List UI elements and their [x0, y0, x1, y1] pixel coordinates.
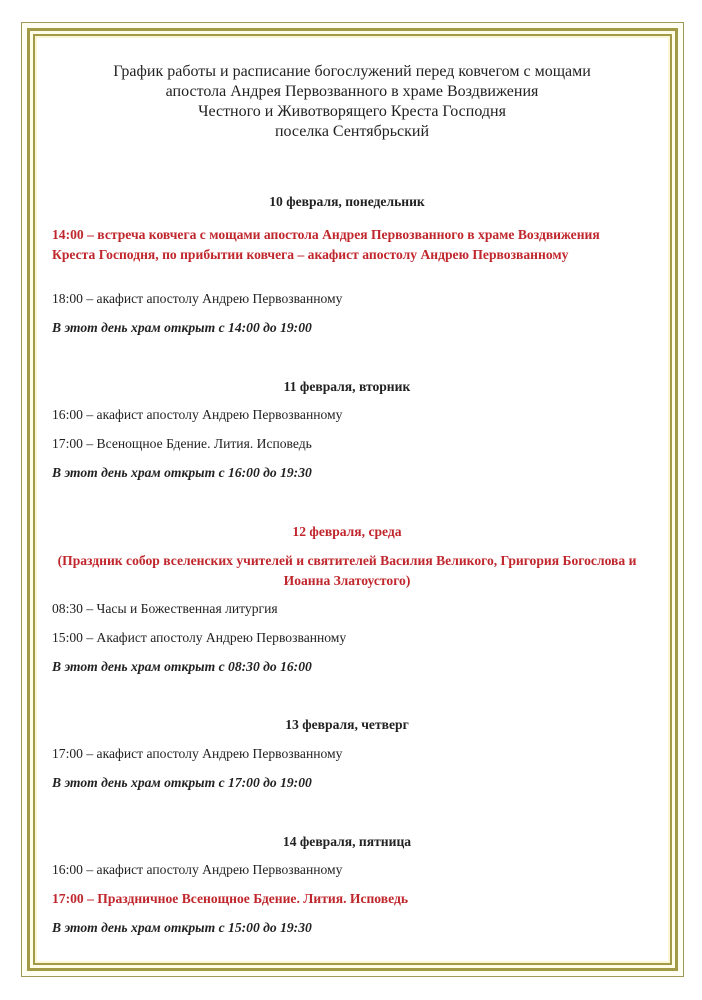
title-line: апостола Андрея Первозванного в храме Воздвижения — [165, 83, 539, 100]
day-heading: 11 февраля, вторник — [283, 379, 411, 394]
day-heading: 13 февраля, четверг — [285, 717, 409, 732]
feast-note: (Праздник собор вселенских учителей и святителей Василия Великого, Григория Богослова и Иоанна Златоустого) — [57, 553, 637, 588]
schedule-item: 15:00 – Акафист апостолу Андрею Первозванному — [52, 630, 347, 645]
day-heading: 12 февраля, среда — [292, 524, 402, 539]
schedule-item: 16:00 – акафист апостолу Андрею Первозванному — [52, 862, 343, 877]
open-hours: В этот день храм открыт с 16:00 до 19:30 — [52, 465, 312, 480]
day-heading: 14 февраля, пятница — [282, 834, 412, 849]
open-hours: В этот день храм открыт с 14:00 до 19:00 — [52, 320, 312, 335]
title-line: График работы и расписание богослужений перед ковчегом с мощами — [113, 63, 591, 80]
title-line: поселка Сентябрьский — [274, 123, 430, 140]
open-hours: В этот день храм открыт с 15:00 до 19:30 — [52, 920, 312, 935]
open-hours: В этот день храм открыт с 17:00 до 19:00 — [52, 775, 312, 790]
title-line: Честного и Животворящего Креста Господня — [198, 103, 506, 120]
schedule-item: 18:00 – акафист апостолу Андрею Первозванному — [52, 291, 343, 306]
schedule-item: 16:00 – акафист апостолу Андрею Первозванному — [52, 407, 343, 422]
document-title — [52, 62, 652, 142]
open-hours: В этот день храм открыт с 08:30 до 16:00 — [52, 659, 312, 674]
schedule-item-highlight: 14:00 – встреча ковчега с мощами апостола Андрея Первозванного в храме Воздвижения Креста Господня, по прибытии ковчега – акафист апостолу Андрею Первозванному — [52, 227, 600, 262]
schedule-item-highlight: 17:00 – Праздничное Всенощное Бдение. Лития. Исповедь — [52, 891, 409, 906]
inner-frame-border — [33, 34, 672, 965]
schedule-item: 17:00 – Всенощное Бдение. Лития. Исповедь — [52, 436, 312, 451]
schedule-item: 08:30 – Часы и Божественная литургия — [52, 601, 278, 616]
day-heading: 10 февраля, понедельник — [269, 194, 425, 209]
schedule-item: 17:00 – акафист апостолу Андрею Первозванному — [52, 746, 343, 761]
